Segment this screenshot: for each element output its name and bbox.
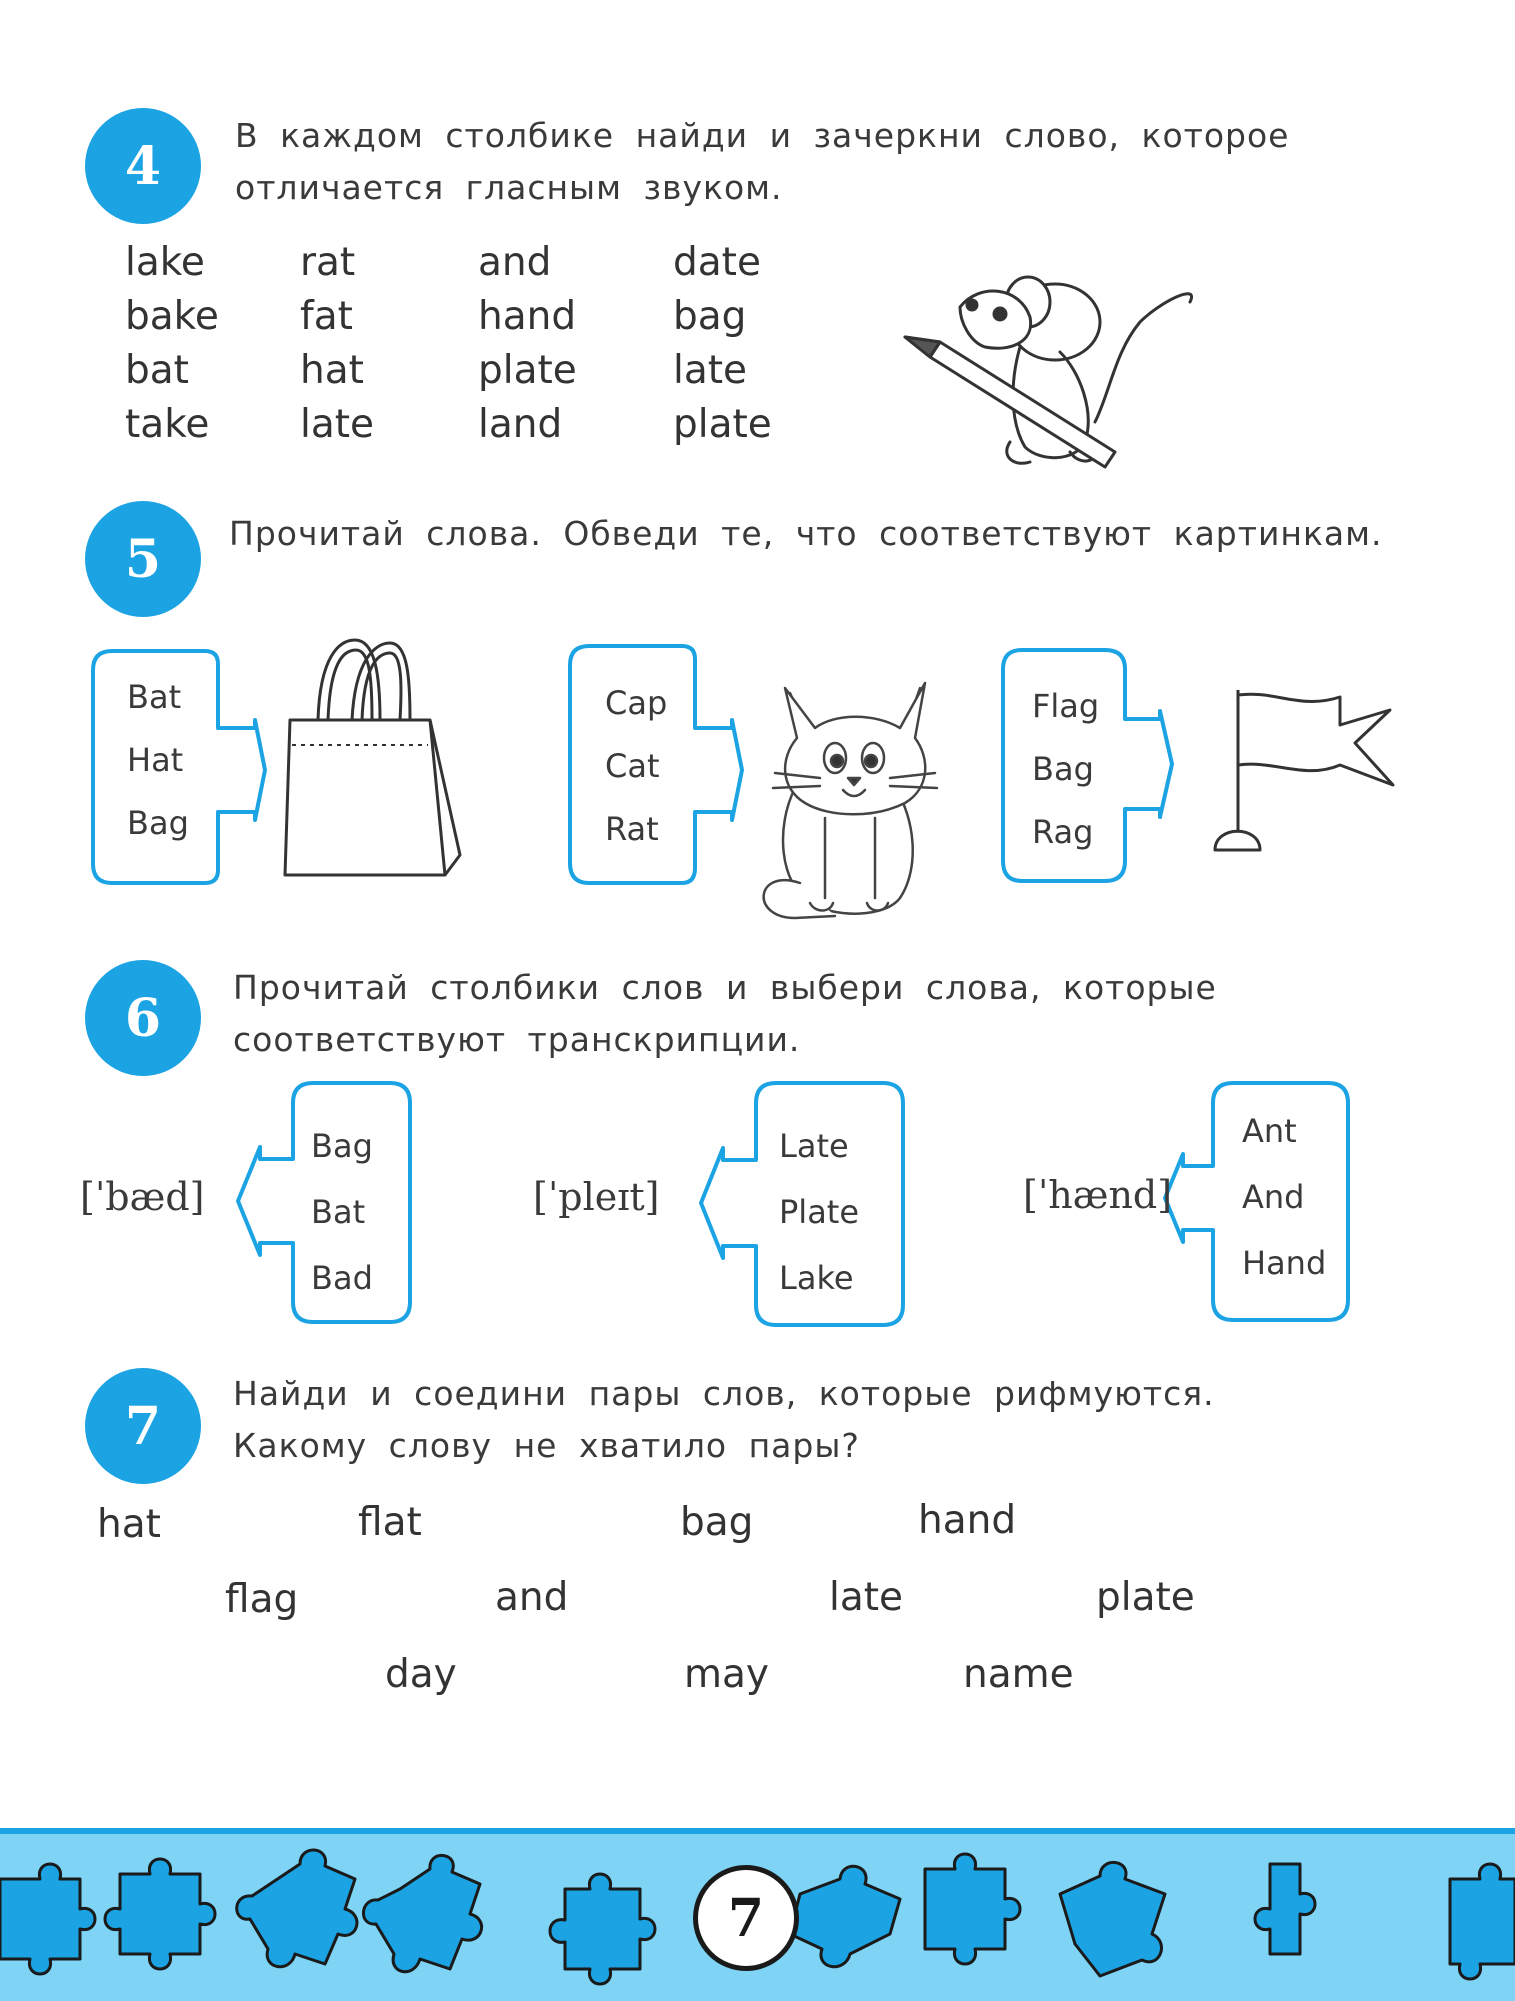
rhyme-word[interactable]: flag [225,1577,299,1622]
task-4-column-2 [300,236,374,452]
list-item[interactable]: plate [478,348,577,393]
page-number: 7 [693,1865,799,1971]
rhyme-word[interactable]: bag [680,1500,754,1545]
list-item[interactable]: Bat [127,678,182,716]
task-4-instruction-line-2: отличается гласным звуком. [235,168,783,207]
list-item[interactable]: Hat [127,741,184,779]
task-5-instruction: Прочитай слова. Обведи те, что соответствуют картинкам. [229,514,1383,553]
rhyme-word[interactable]: day [385,1652,457,1697]
task-4-column-4 [673,236,772,452]
list-item[interactable]: take [125,402,210,447]
list-item[interactable]: Flag [1032,687,1100,725]
task-6-instruction-line-1: Прочитай столбики слов и выбери слова, которые [233,968,1217,1007]
rhyme-word[interactable]: name [963,1652,1074,1697]
task-5-word-list-1 [127,666,189,855]
task-7-instruction [233,1368,1215,1472]
list-item[interactable]: hand [478,294,577,339]
rhyme-word[interactable]: hand [918,1498,1017,1543]
task-7-number-badge: 7 [85,1368,201,1484]
list-item[interactable]: And [1242,1178,1305,1216]
bag-illustration [280,635,470,885]
list-item[interactable]: Late [779,1127,849,1165]
cat-illustration [755,668,955,928]
task-6-word-list-1 [311,1113,373,1311]
task-6-word-list-3 [1242,1098,1326,1296]
list-item[interactable]: and [478,240,552,285]
task-7-instruction-line-1: Найди и соедини пары слов, которые рифмуются. [233,1374,1215,1413]
task-5-word-list-2 [605,672,667,861]
list-item[interactable]: Hand [1242,1244,1327,1282]
list-item[interactable]: Cat [605,747,660,785]
list-item[interactable]: late [673,348,748,393]
rhyme-word[interactable]: may [684,1652,769,1697]
rhyme-word[interactable]: late [829,1575,904,1620]
rhyme-word[interactable]: flat [358,1500,422,1545]
list-item[interactable]: bake [125,294,219,339]
list-item[interactable]: Bad [311,1259,373,1297]
task-6-instruction-line-2: соответствуют транскрипции. [233,1020,801,1059]
list-item[interactable]: Plate [779,1193,860,1231]
task-6-word-list-2 [779,1113,859,1311]
list-item[interactable]: hat [300,348,364,393]
list-item[interactable]: Bag [127,804,189,842]
list-item[interactable]: date [673,240,761,285]
list-item[interactable]: fat [300,294,353,339]
list-item[interactable]: Bag [1032,750,1094,788]
rhyme-word[interactable]: plate [1096,1575,1195,1620]
rhyme-word[interactable]: hat [97,1502,161,1547]
task-4-number-badge: 4 [85,108,201,224]
task-4-column-3 [478,236,577,452]
list-item[interactable]: bag [673,294,747,339]
task-4-column-1 [125,236,219,452]
task-4-instruction-line-1: В каждом столбике найди и зачеркни слово, которое [235,116,1290,155]
list-item[interactable]: Bag [311,1127,373,1165]
list-item[interactable]: lake [125,240,205,285]
list-item[interactable]: late [300,402,375,447]
list-item[interactable]: rat [300,240,356,285]
task-6-transcription-2: [ˈpleɪt] [533,1175,660,1219]
list-item[interactable]: Lake [779,1259,854,1297]
rhyme-word[interactable]: and [495,1575,569,1620]
list-item[interactable]: bat [125,348,189,393]
task-7-instruction-line-2: Какому слову не хватило пары? [233,1426,860,1465]
task-5-word-list-3 [1032,675,1099,864]
task-4-instruction [235,110,1290,214]
task-6-transcription-3: [ˈhænd] [1023,1173,1173,1217]
list-item[interactable]: Bat [311,1193,366,1231]
task-6-transcription-1: [ˈbæd] [80,1175,205,1219]
list-item[interactable]: Rat [605,810,659,848]
list-item[interactable]: Cap [605,684,668,722]
list-item[interactable]: land [478,402,563,447]
mouse-with-pencil-illustration [900,262,1220,482]
flag-illustration [1205,685,1405,860]
list-item[interactable]: Ant [1242,1112,1297,1150]
list-item[interactable]: Rag [1032,813,1094,851]
list-item[interactable]: plate [673,402,772,447]
task-5-number-badge: 5 [85,501,201,617]
task-6-instruction [233,962,1217,1066]
task-6-number-badge: 6 [85,960,201,1076]
